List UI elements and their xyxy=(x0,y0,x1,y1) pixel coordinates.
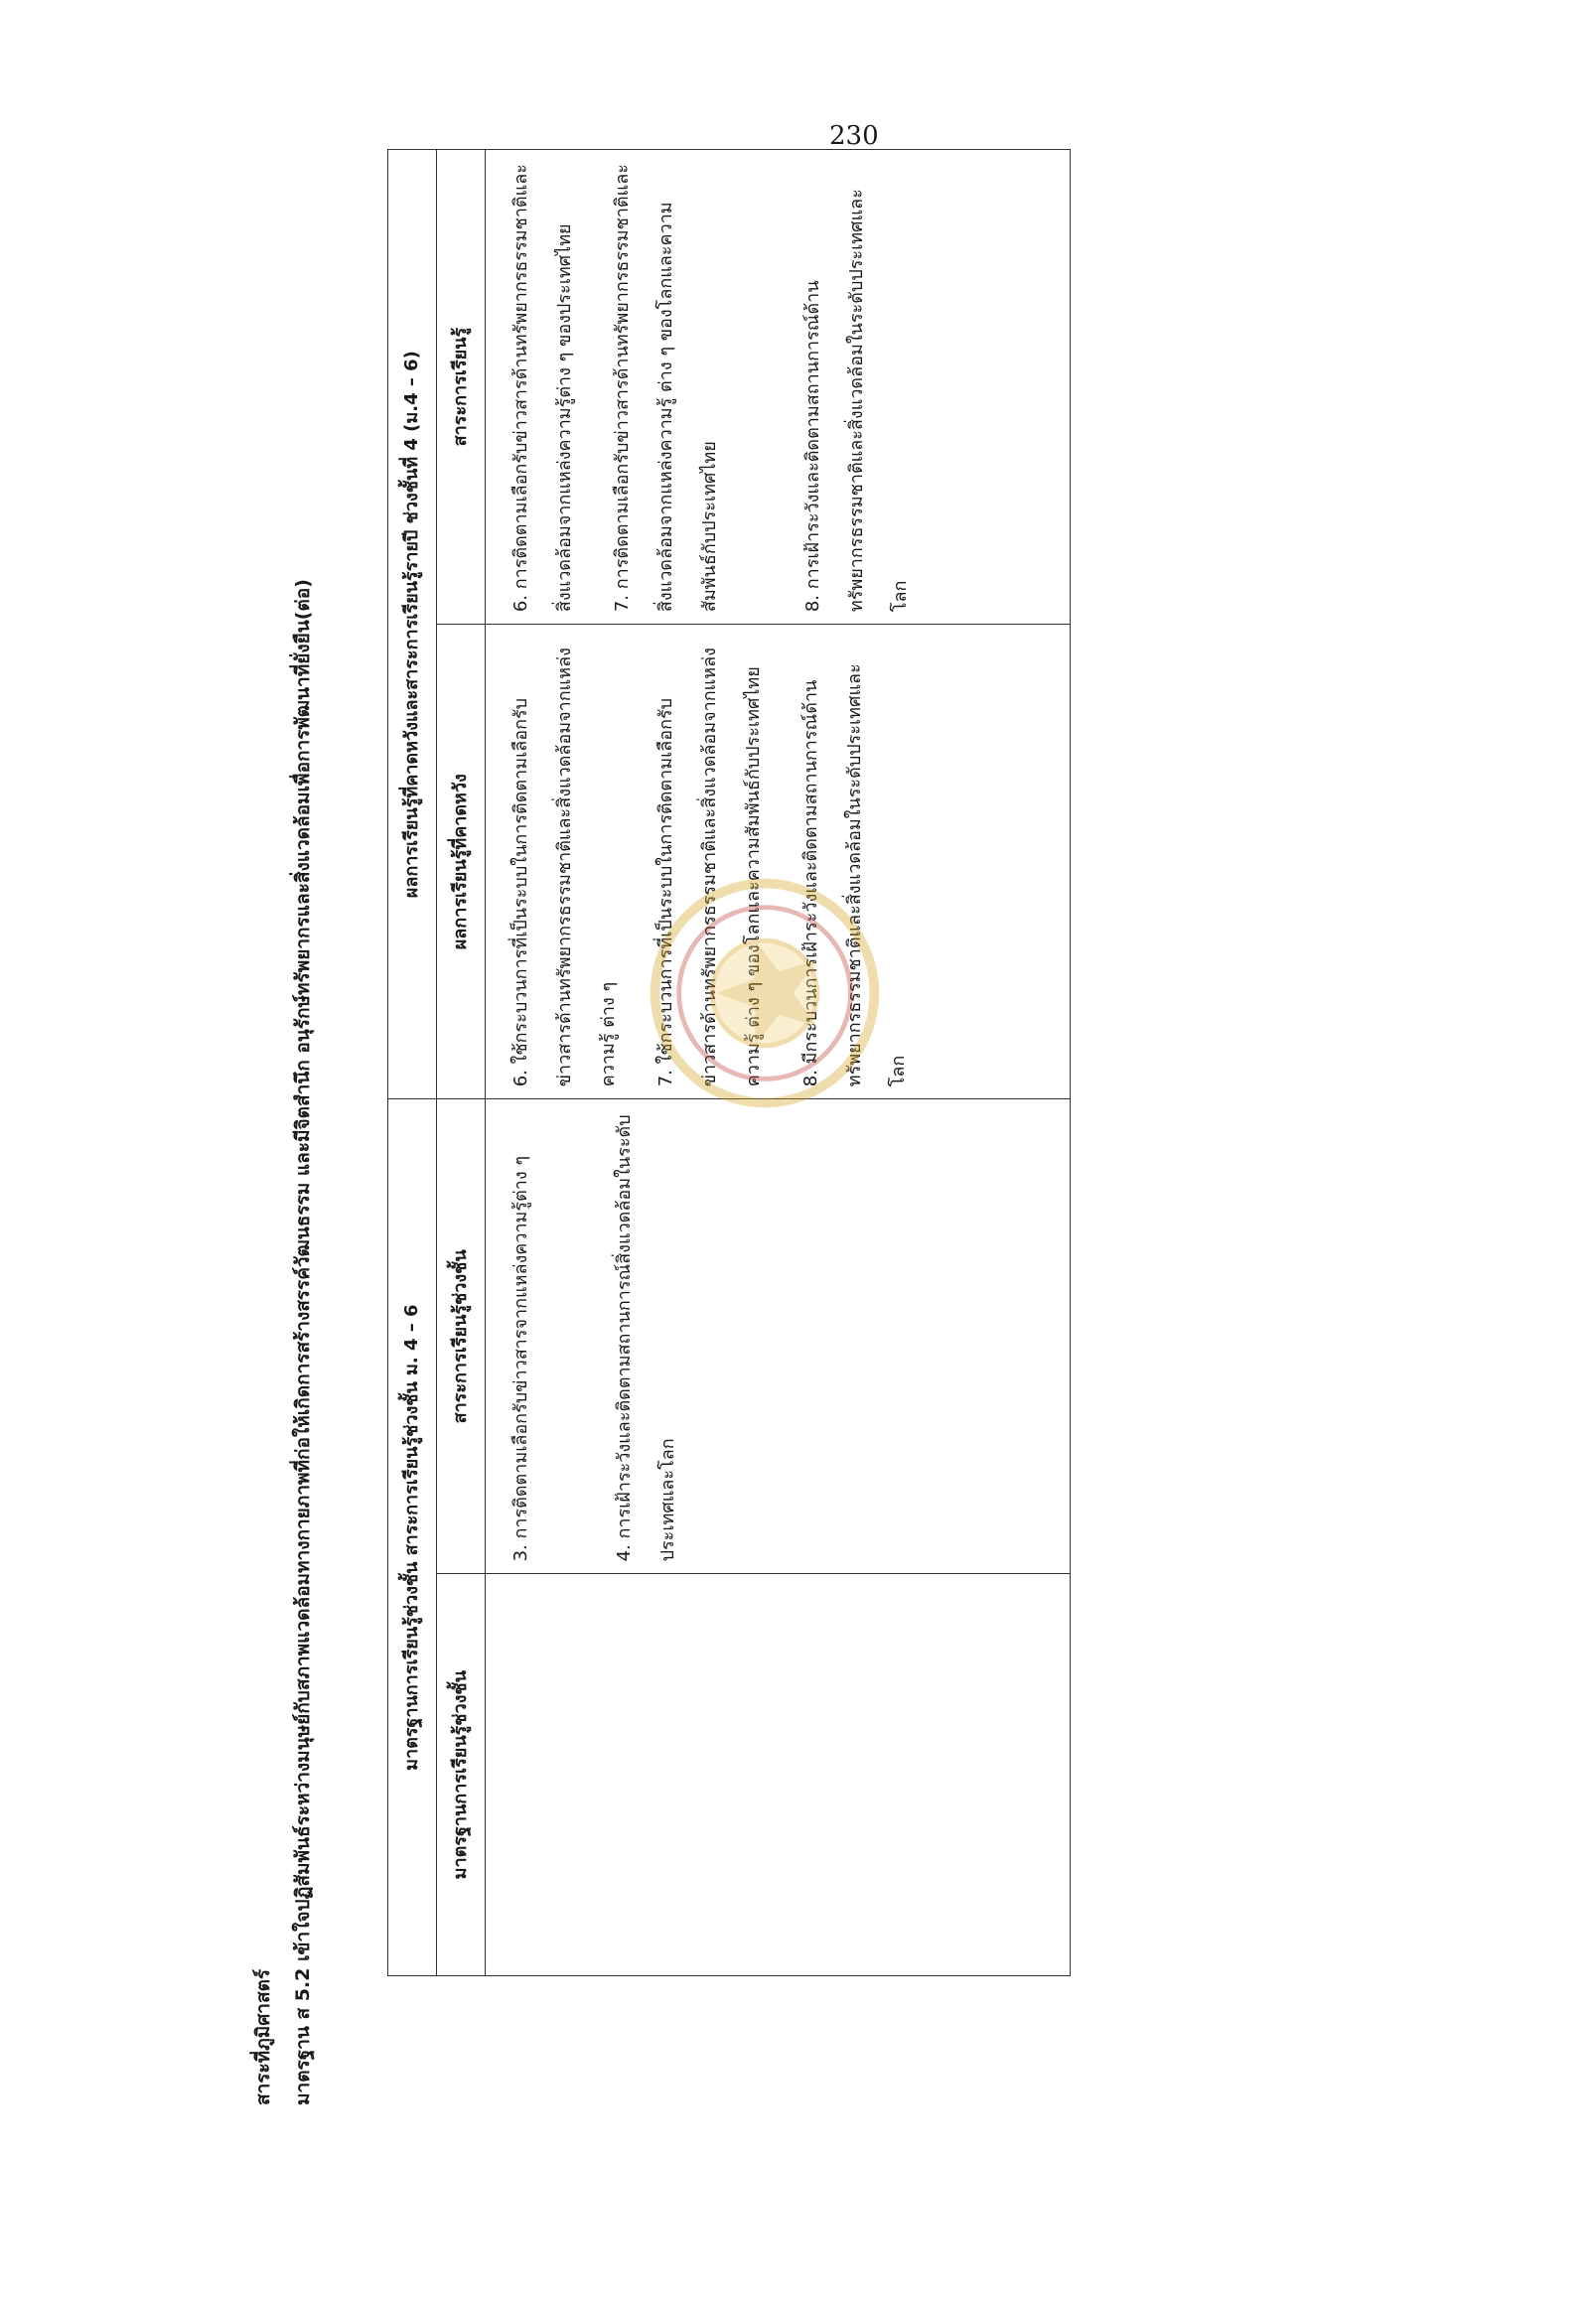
standard-heading: มาตรฐาน ส 5.2 เข้าใจปฏิสัมพันธ์ระหว่างมนุษย์กับสภาพแวดล้อมทางกายภาพที่ก่อให้เกิดการสร้างสรรค์วัฒนธรรม และมีจิตสำนึก อนุรักษ์ทรัพยากรและสิ่งแวดล้อมเพื่อการพัฒนาที่ยั่งยืน(ต่อ) xyxy=(292,579,314,2105)
subject-heading: สาระที่ภูมิศาสตร์ xyxy=(252,1968,274,2105)
sub-header-row xyxy=(437,150,486,1976)
cell-yearly-content xyxy=(486,150,1071,625)
list-item: 7. การติดตามเลือกรับข่าวสารด้านทรัพยากรธรรมชาติและสิ่งแวดล้อมจากแหล่งความรู้ ต่าง ๆ ของโลกและความสัมพันธ์กับประเทศไทย xyxy=(612,164,720,613)
sub-header-standard: มาตรฐานการเรียนรู้ช่วงชั้น xyxy=(437,1574,486,1976)
rotated-page-content xyxy=(248,164,1142,2105)
sub-header-expected-outcomes: ผลการเรียนรู้ที่คาดหวัง xyxy=(437,625,486,1099)
list-item: 6. การติดตามเลือกรับข่าวสารด้านทรัพยากรธรรมชาติและสิ่งแวดล้อมจากแหล่งความรู้ต่าง ๆ ของประเทศไทย xyxy=(510,164,575,613)
cell-standard xyxy=(486,1574,1071,1976)
list-item: 4. การเฝ้าระวังและติดตามสถานการณ์สิ่งแวดล้อมในระดับประเทศและโลก xyxy=(614,1114,678,1562)
sub-header-yearly-content: สาระการเรียนรู้ xyxy=(437,150,486,625)
list-item: 7. ใช้กระบวนการที่เป็นระบบในการติดตามเลือกรับข่าวสารด้านทรัพยากรธรรมชาติและสิ่งแวดล้อมจากแหล่งความรู้ ต่าง ๆ ของโลกและความสัมพันธ์กับประเทศไทย xyxy=(655,648,764,1087)
page-number: 230 xyxy=(829,121,879,151)
cell-content-range xyxy=(486,1099,1071,1574)
list-item: 3. การติดตามเลือกรับข่าวสารจากแหล่งความรู้ต่าง ๆ xyxy=(510,1155,531,1562)
sub-header-content-range: สาระการเรียนรู้ช่วงชั้น xyxy=(437,1099,486,1574)
group-header-right: ผลการเรียนรู้ที่คาดหวังและสาระการเรียนรู้รายปี ช่วงชั้นที่ 4 (ม.4 – 6) xyxy=(388,150,437,1099)
seal-watermark-icon xyxy=(646,874,884,1112)
group-header-left: มาตรฐานการเรียนรู้ช่วงชั้น สาระการเรียนรู้ช่วงชั้น ม. 4 – 6 xyxy=(388,1099,437,1976)
group-header-row xyxy=(388,150,437,1976)
list-item: 6. ใช้กระบวนการที่เป็นระบบในการติดตามเลือกรับข่าวสารด้านทรัพยากรธรรมชาติและสิ่งแวดล้อมจากแหล่งความรู้ ต่าง ๆ xyxy=(510,648,619,1087)
list-item: 8. การเฝ้าระวังและติดตามสถานการณ์ด้านทรัพยากรธรรมชาติและสิ่งแวดล้อมในระดับประเทศและโลก xyxy=(802,189,911,613)
list-item: 8. มีกระบวนการเฝ้าระวังและติดตามสถานการณ์ด้านทรัพยากรธรรมชาติและสิ่งแวดล้อมในระดับประเทศและโลก xyxy=(800,663,909,1087)
